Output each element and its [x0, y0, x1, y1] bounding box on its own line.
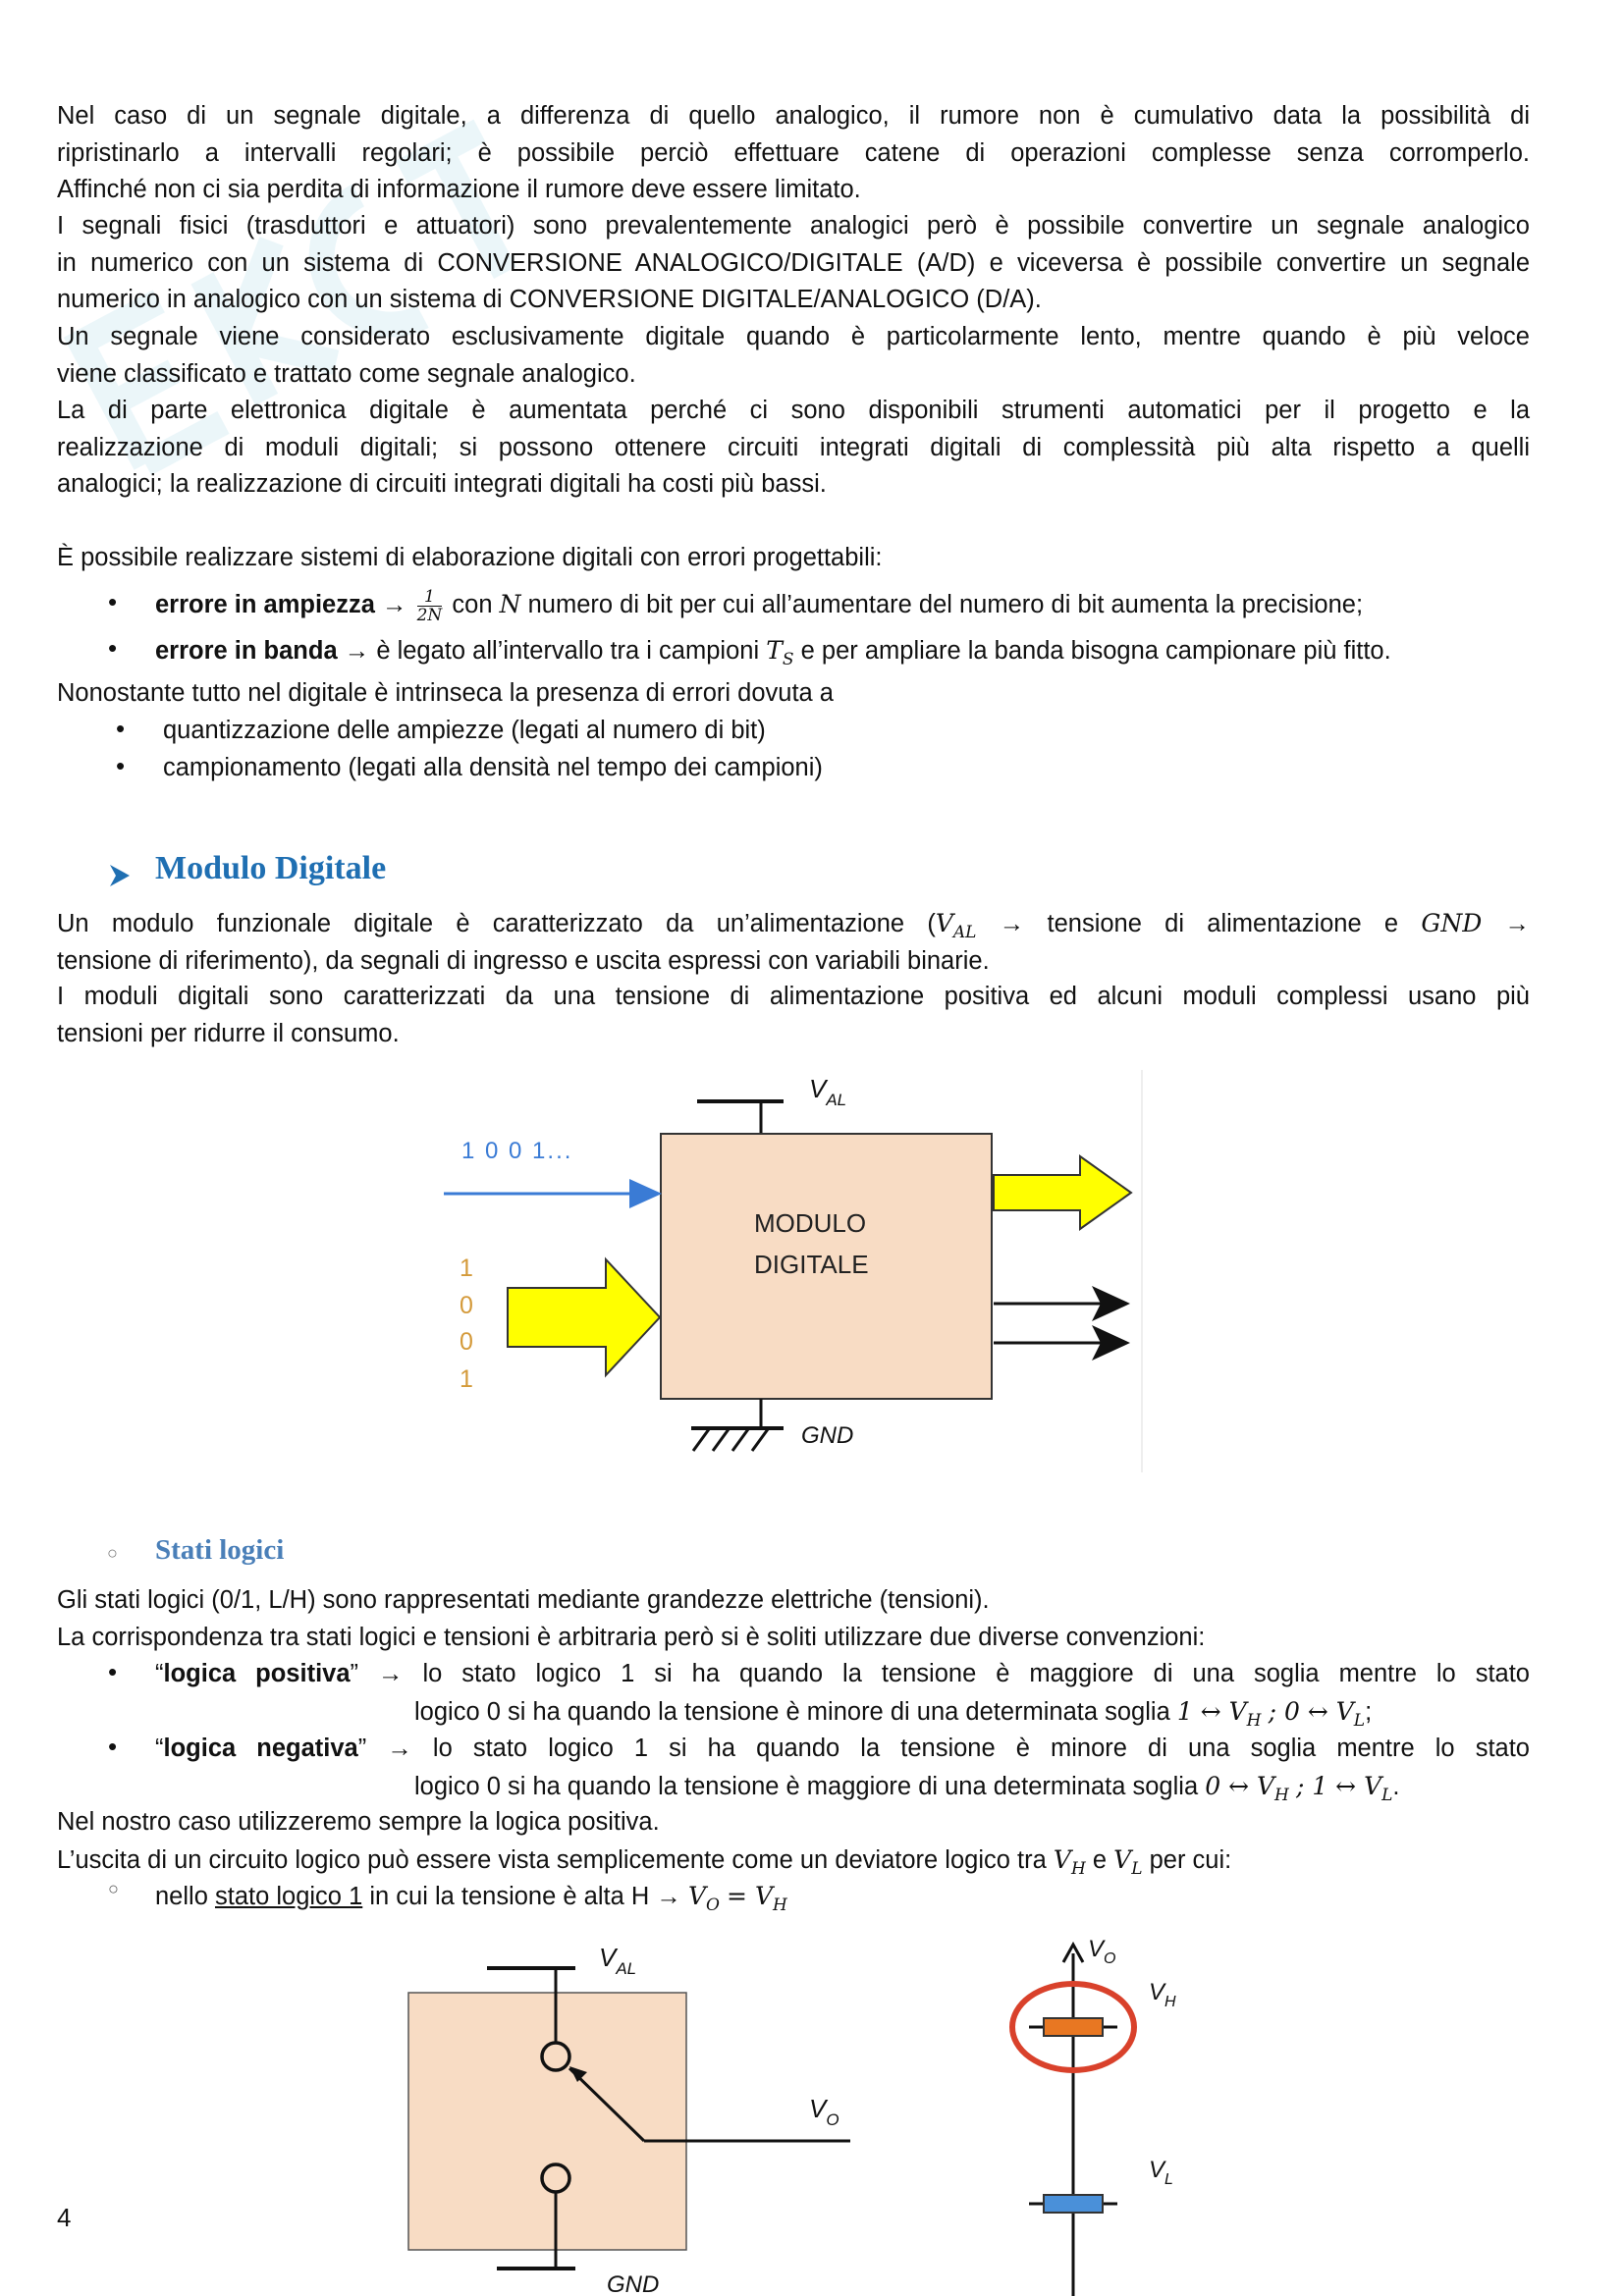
errors-lead-2: [57, 675, 1530, 713]
text-line: I segnali fisici (trasduttori e attuatori) sono prevalentemente analogici però è possibile convertire un segnale analogico: [57, 212, 1530, 240]
math-subscript: H: [1070, 1859, 1086, 1879]
digital-module-diagram: [432, 1070, 1159, 1472]
bullet-icon: •: [116, 714, 126, 743]
gnd-label: GND: [607, 2271, 660, 2296]
bullet-icon: •: [108, 1657, 118, 1686]
math-expression: ; 0 ↔ V: [1268, 1696, 1354, 1726]
term-label: errore in ampiezza: [155, 591, 375, 618]
math-symbol: V: [1053, 1845, 1071, 1874]
vh-label: $V_H$: [1149, 1979, 1176, 2010]
text-span: → tensione di alimentazione e: [999, 910, 1399, 937]
text-line: È possibile realizzare sistemi di elaborazione digitali con errori progettabili:: [57, 544, 883, 571]
bullet-icon: •: [108, 587, 118, 616]
underlined-term: stato logico 1: [214, 1883, 363, 1910]
stati-paragraph-1: [57, 1582, 1530, 1620]
parallel-bit: 1: [460, 1255, 473, 1282]
text-span: .: [1392, 1772, 1400, 1800]
text-span: →: [1504, 910, 1530, 937]
negative-logic-item: “logica negativa” → lo stato logico 1 si ha quando la tensione è minore di una soglia mentre lo stato logico 0 si ha quando la tensione è maggiore di una determinata soglia 0 ↔ $V_H$ ; 1 ↔ $V_L$.: [155, 1735, 1530, 1805]
parallel-bit: 1: [460, 1365, 473, 1393]
term-label: errore in banda: [155, 637, 338, 665]
text-line: Nel caso di un segnale digitale, a differenza di quello analogico, il rumore non è cumulativo data la possibilità di: [57, 102, 1530, 130]
text-line: Nel nostro caso utilizzeremo sempre la logica positiva.: [57, 1808, 660, 1836]
text-span: → lo stato logico 1 si ha quando la tensione è maggiore di una soglia mentre lo stato: [377, 1660, 1530, 1687]
bullet-icon: •: [108, 1732, 118, 1761]
fraction-numerator: 1: [417, 588, 443, 607]
text-span: con: [452, 591, 493, 618]
math-expression: ; 1 ↔ V: [1295, 1771, 1382, 1800]
error-amplitude-item: [155, 586, 1530, 624]
ground-hatch-icon: [693, 1429, 768, 1451]
parallel-input-arrow: [508, 1259, 660, 1375]
text-line: tensione di riferimento), da segnali di ingresso e uscita espressi con variabili binarie.: [57, 946, 990, 975]
text-span: → è legato all’intervallo tra i campioni: [344, 637, 760, 665]
math-symbol: N: [499, 590, 521, 618]
text-span: Un modulo funzionale digitale è caratterizzato da un’alimentazione (: [57, 910, 936, 937]
text-line: Affinché non ci sia perdita di informazione il rumore deve essere limitato.: [57, 176, 861, 203]
intro-paragraph-2: [57, 208, 1530, 319]
circle-bullet-icon: ○: [108, 1879, 119, 1898]
math-subscript: L: [1381, 1785, 1393, 1805]
text-line: numerico in analogico con un sistema di CONVERSIONE DIGITALE/ANALOGICO (D/A).: [57, 286, 1042, 313]
math-expression: 1 ↔ V: [1176, 1696, 1247, 1726]
vl-label: $V_L$: [1149, 2157, 1173, 2188]
bullet-icon: •: [116, 751, 126, 780]
text-span: e per ampliare la banda bisogna campionare più fitto.: [800, 637, 1391, 665]
logic-switch-diagram: [393, 1929, 884, 2296]
text-line: Gli stati logici (0/1, L/H) sono rappresentati mediante grandezze elettriche (tensioni).: [57, 1586, 990, 1614]
text-line: in numerico con un sistema di CONVERSIONE ANALOGICO/DIGITALE (A/D) e viceversa è possibile convertire un segnale: [57, 248, 1530, 277]
high-level-marker: [1044, 2018, 1103, 2036]
math-subscript: S: [782, 650, 794, 669]
math-symbol: T: [766, 636, 783, 665]
term-label: logica positiva: [163, 1660, 351, 1687]
switch-block: [408, 1993, 686, 2250]
errors-lead: [57, 540, 1530, 577]
text-span: logico 0 si ha quando la tensione è maggiore di una determinata soglia: [414, 1772, 1199, 1800]
text-line: I moduli digitali sono caratterizzati da una tensione di alimentazione positiva ed alcuni moduli complessi usano più: [57, 983, 1530, 1010]
voltage-levels-diagram: [992, 1929, 1227, 2296]
error-band-item: [155, 632, 1530, 670]
block-label-line-1: MODULO: [754, 1208, 867, 1238]
text-line: tensioni per ridurre il consumo.: [57, 1019, 400, 1047]
serial-input-label: 1 0 0 1...: [461, 1138, 573, 1164]
text-line: La di parte elettronica digitale è aumentata perché ci sono disponibili strumenti automatici per il progetto e la: [57, 397, 1530, 424]
arrow-text: →: [382, 591, 407, 618]
math-expression: = V: [727, 1882, 773, 1910]
intro-paragraph-1: [57, 98, 1530, 209]
text-line: realizzazione di moduli digitali; si possono ottenere circuiti integrati digitali di complessità più alta rispetto a quelli: [57, 433, 1530, 461]
math-subscript: H: [1274, 1785, 1289, 1805]
text-span: numero di bit per cui all’aumentare del numero di bit aumenta la precisione;: [527, 591, 1364, 618]
error-cause-item: [163, 750, 1439, 787]
math-symbol: V: [1113, 1845, 1132, 1874]
term-label: logica negativa: [163, 1735, 358, 1762]
vo-label: $V_O$: [1088, 1936, 1116, 1967]
text-span: ;: [1365, 1697, 1373, 1726]
parallel-output-arrow: [994, 1156, 1131, 1229]
text-span: logico 0 si ha quando la tensione è minore di una determinata soglia: [414, 1697, 1170, 1726]
page-number: 4: [57, 2203, 72, 2232]
vo-label: $V_O$: [809, 2094, 839, 2129]
text-span: L’uscita di un circuito logico può essere vista semplicemente come un deviatore logico tra: [57, 1846, 1047, 1874]
section-heading-modulo-digitale: Modulo Digitale: [155, 850, 387, 886]
text-span: → lo stato logico 1 si ha quando la tensione è minore di una soglia mentre lo stato: [387, 1735, 1530, 1762]
math-symbol: V: [687, 1882, 707, 1910]
fraction: [417, 588, 443, 624]
val-label: $V_{AL}$: [809, 1074, 847, 1109]
text-span: in cui la tensione è alta H →: [369, 1883, 681, 1910]
val-label: $V_{AL}$: [599, 1943, 637, 1978]
math-subscript: H: [773, 1896, 787, 1915]
text-span: e: [1092, 1846, 1108, 1874]
modulo-paragraph-2: [57, 979, 1530, 1052]
math-subscript: H: [1246, 1710, 1262, 1731]
stati-paragraph-3: [57, 1804, 1530, 1842]
text-span: per cui:: [1149, 1846, 1232, 1874]
text-line: quantizzazione delle ampiezze (legati al numero di bit): [163, 717, 766, 744]
fraction-denominator: 2N: [416, 605, 443, 625]
error-cause-item: [163, 713, 1439, 750]
low-level-marker: [1044, 2195, 1103, 2213]
text-line: La corrispondenza tra stati logici e tensioni è arbitraria però si è soliti utilizzare due diverse convenzioni:: [57, 1624, 1206, 1651]
text-line: Un segnale viene considerato esclusivamente digitale quando è particolarmente lento, mentre quando è più veloce: [57, 323, 1530, 350]
math-subscript: L: [1131, 1859, 1143, 1879]
bullet-icon: •: [108, 633, 118, 663]
text-span: nello: [155, 1883, 208, 1910]
text-line: analogici; la realizzazione di circuiti integrati digitali ha costi più bassi.: [57, 470, 827, 498]
math-subscript: L: [1353, 1710, 1366, 1731]
math-subscript: O: [706, 1896, 720, 1915]
gnd-label: GND: [801, 1422, 854, 1449]
math-expression: 0 ↔ V: [1205, 1771, 1275, 1800]
parallel-bit: 0: [460, 1328, 473, 1356]
math-subscript: AL: [952, 923, 977, 942]
intro-paragraph-3: [57, 319, 1530, 393]
arrowhead-bullet-icon: [108, 863, 132, 888]
intro-paragraph-4: [57, 393, 1530, 504]
stati-paragraph-2: [57, 1620, 1530, 1657]
modulo-paragraph-1: [57, 905, 1530, 980]
section-heading-stati-logici: Stati logici: [155, 1534, 285, 1566]
text-line: ripristinarlo a intervalli regolari; è possibile perciò effettuare catene di operazioni complesse senza corromperlo.: [57, 138, 1530, 167]
text-line: viene classificato e trattato come segnale analogico.: [57, 359, 636, 388]
parallel-bit: 0: [460, 1292, 473, 1319]
stati-paragraph-4: [57, 1842, 1530, 1880]
positive-logic-item: “logica positiva” → lo stato logico 1 si ha quando la tensione è maggiore di una soglia mentre lo stato logico 0 si ha quando la tensione è minore di una determinata soglia 1 ↔ $V_H$ ; 0 ↔ $V_L$;: [155, 1660, 1530, 1731]
block-label-line-2: DIGITALE: [754, 1250, 869, 1279]
stato-logico-1-item: [155, 1878, 1530, 1916]
text-line: campionamento (legati alla densità nel tempo dei campioni): [163, 754, 823, 781]
math-symbol: GND: [1421, 909, 1483, 937]
math-symbol: V: [935, 909, 953, 937]
text-line: Nonostante tutto nel digitale è intrinseca la presenza di errori dovuta a: [57, 679, 834, 707]
circle-bullet-icon: ○: [107, 1543, 118, 1563]
